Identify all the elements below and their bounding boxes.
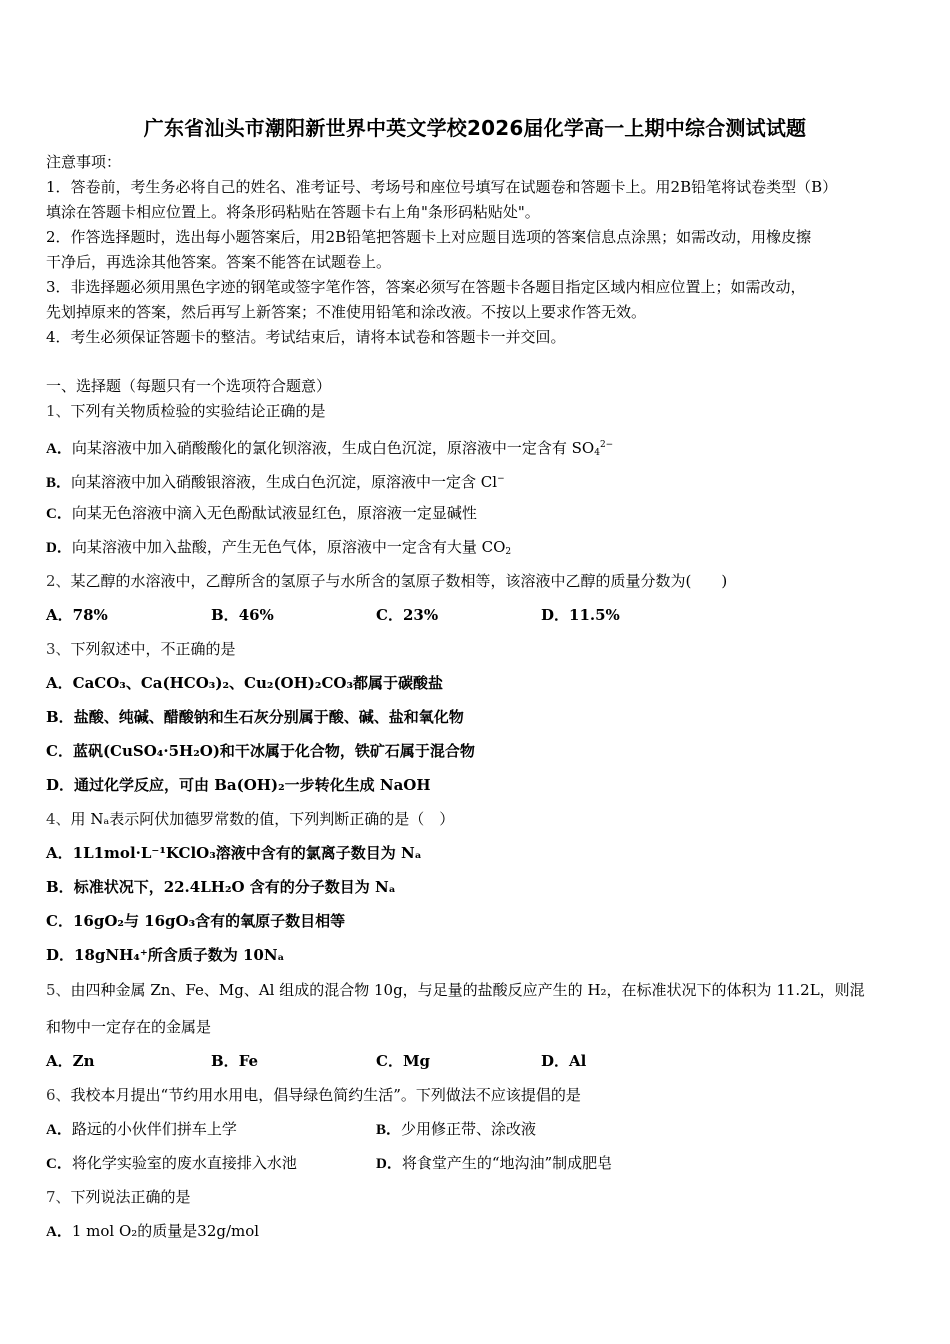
question-3 [46,639,236,659]
exam-title: 广东省汕头市潮阳新世界中英文学校2026届化学高一上期中综合测试试题 [143,116,807,140]
question-number: 6、 [46,1086,71,1104]
option-text: Fe [238,1052,259,1070]
option-1b [46,469,505,493]
option-3b [46,707,464,727]
option-text: 46% [238,606,274,624]
question-7 [46,1187,191,1207]
subscript: 2 [505,547,512,557]
option-label: A． [46,441,72,457]
option-label: A． [46,1224,72,1240]
option-text: 1 mol O₂的质量是32g/mol [71,1222,260,1240]
question-stem: 下列有关物质检验的实验结论正确的是 [70,402,326,420]
notice-line: 2．作答选择题时，选出每小题答案后，用2B铅笔把答题卡上对应题目选项的答案信息点涂黑；如需改动，用橡皮擦 [46,228,812,246]
option-2a [46,605,108,625]
option-4d [46,945,285,965]
question-stem: 下列叙述中，不正确的是 [70,640,236,658]
option-label: A． [46,1052,73,1070]
question-stem: 用 Nₐ表示阿伏加德罗常数的值，下列判断正确的是（ ） [70,810,455,828]
question-2 [46,571,727,591]
option-5d [541,1051,586,1071]
option-4b [46,877,396,897]
option-label: D． [541,606,570,624]
option-2b [211,605,274,625]
option-text: Al [569,1052,587,1070]
question-number: 5、 [46,981,71,999]
option-4a [46,843,422,863]
option-label: A． [46,1122,72,1138]
option-text: 向某溶液中加入硝酸酸化的氯化钡溶液，生成白色沉淀，原溶液中一定含有 SO [71,439,595,457]
notice-line: 3．非选择题必须用黑色字迹的钢笔或签字笔作答，答案必须写在答题卡各题目指定区域内相应位置上；如需改动， [46,278,806,296]
option-7a [46,1221,259,1242]
option-label: D． [46,946,75,964]
option-text: 将食堂产生的“地沟油”制成肥皂 [401,1154,613,1172]
option-2d [541,605,620,625]
option-text: 18gNH₄⁺所含质子数为 10Nₐ [74,946,285,964]
option-3a [46,673,443,693]
question-number: 4、 [46,810,71,828]
option-1d [46,537,511,562]
option-label: B． [376,1122,402,1138]
option-label: C． [46,1156,72,1172]
option-label: C． [376,606,403,624]
notice-line: 填涂在答题卡相应位置上。将条形码粘贴在答题卡右上角"条形码粘贴处"。 [46,203,540,221]
question-5-continued: 和物中一定存在的金属是 [46,1018,212,1036]
option-label: A． [46,674,73,692]
question-1 [46,401,326,421]
notice-line: 干净后，再选涂其他答案。答案不能答在试题卷上。 [46,253,392,271]
option-label: B． [211,606,239,624]
option-label: A． [46,844,73,862]
question-stem: 下列说法正确的是 [70,1188,191,1206]
question-6 [46,1085,581,1105]
question-stem: 我校本月提出“节约用水用电，倡导绿色简约生活”。下列做法不应该提倡的是 [70,1086,581,1104]
option-label: D． [541,1052,570,1070]
option-label: C． [46,742,73,760]
option-text: 1L1mol·L⁻¹KClO₃溶液中含有的氯离子数目为 Nₐ [72,844,422,862]
option-1a [46,435,613,463]
option-4c [46,911,345,931]
option-label: D． [46,540,72,556]
notice-heading: 注意事项： [46,153,122,171]
subscript: 4 [594,448,600,458]
option-label: C． [46,506,72,522]
option-6b [376,1119,536,1140]
option-text: 11.5% [569,606,620,624]
option-label: B． [46,878,74,896]
option-text: 向某无色溶液中滴入无色酚酞试液显红色，原溶液一定显碱性 [71,504,477,522]
option-label: D． [376,1156,402,1172]
option-text: 向某溶液中加入盐酸，产生无色气体，原溶液中一定含有大量 CO [71,538,506,556]
option-3d [46,775,431,795]
superscript: 2− [599,440,614,450]
question-number: 1、 [46,402,71,420]
question-stem: 某乙醇的水溶液中，乙醇所含的氢原子与水所含的氢原子数相等，该溶液中乙醇的质量分数为( ) [70,572,728,590]
option-text: 标准状况下，22.4LH₂O 含有的分子数目为 Nₐ [73,878,396,896]
option-label: A． [46,606,73,624]
question-5 [46,980,865,1000]
option-text: 78% [72,606,108,624]
section-heading: 一、选择题（每题只有一个选项符合题意） [46,377,332,395]
question-number: 7、 [46,1188,71,1206]
option-text: 路远的小伙伴们拼车上学 [71,1120,237,1138]
option-text: 向某溶液中加入硝酸银溶液，生成白色沉淀，原溶液中一定含 Cl [71,473,498,491]
notice-line: 4．考生必须保证答题卡的整洁。考试结束后，请将本试卷和答题卡一并交回。 [46,328,566,346]
option-label: B． [46,475,72,491]
option-text: Mg [402,1052,431,1070]
option-label: C． [376,1052,403,1070]
option-text: CaCO₃、Ca(HCO₃)₂、Cu₂(OH)₂CO₃都属于碳酸盐 [72,674,444,692]
option-5a [46,1051,95,1071]
superscript: − [497,474,505,484]
option-6d [376,1153,612,1174]
option-5b [211,1051,258,1071]
option-6a [46,1119,237,1140]
option-text: 盐酸、纯碱、醋酸钠和生石灰分别属于酸、碱、盐和氧化物 [73,708,464,726]
option-text: 23% [402,606,439,624]
option-5c [376,1051,430,1071]
option-text: 通过化学反应，可由 Ba(OH)₂一步转化生成 NaOH [74,776,431,794]
option-1c [46,503,477,524]
option-text: Zn [72,1052,95,1070]
option-6c [46,1153,297,1174]
option-2c [376,605,438,625]
option-label: C． [46,912,73,930]
notice-line: 先划掉原来的答案，然后再写上新答案；不准使用铅笔和涂改液。不按以上要求作答无效。 [46,303,647,321]
option-label: D． [46,776,75,794]
option-label: B． [46,708,74,726]
notice-line: 1．答卷前，考生务必将自己的姓名、准考证号、考场号和座位号填写在试题卷和答题卡上。用2B铅笔将试卷类型（B） [46,178,838,196]
option-text: 将化学实验室的废水直接排入水池 [71,1154,297,1172]
option-text: 16gO₂与 16gO₃含有的氧原子数目相等 [72,912,346,930]
question-number: 2、 [46,572,71,590]
question-4 [46,809,454,829]
question-stem: 由四种金属 Zn、Fe、Mg、Al 组成的混合物 10g，与足量的盐酸反应产生的 H₂，在标准状况下的体积为 11.2L，则混 [70,981,865,999]
option-label: B． [211,1052,239,1070]
option-text: 少用修正带、涂改液 [401,1120,537,1138]
question-number: 3、 [46,640,71,658]
option-text: 蓝矾(CuSO₄·5H₂O)和干冰属于化合物，铁矿石属于混合物 [72,742,475,760]
option-3c [46,741,475,761]
